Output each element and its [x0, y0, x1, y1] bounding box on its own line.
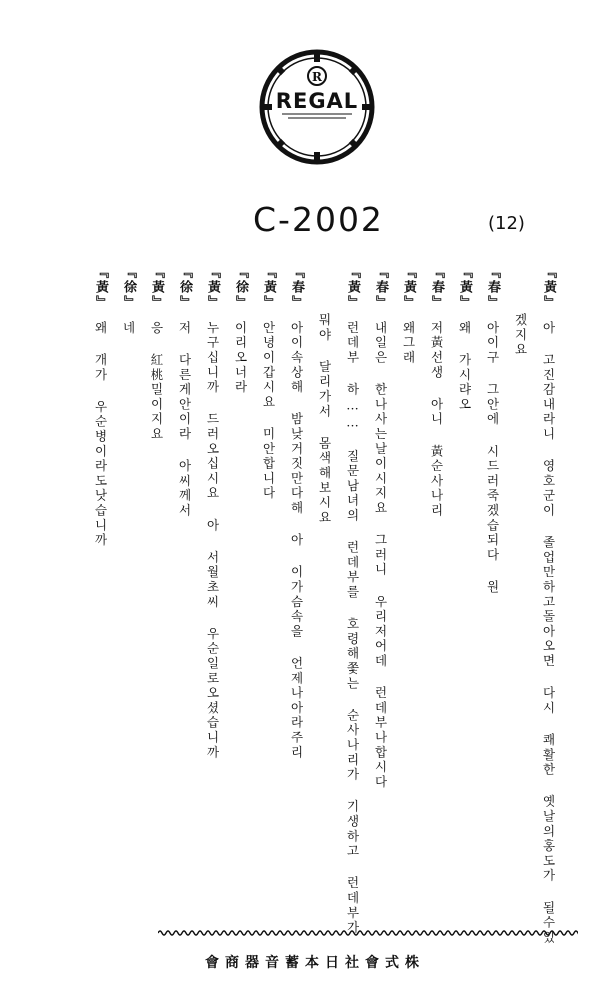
- script-line: [508, 265, 532, 357]
- dialogue-text: 누구십니까 드러오십시요 아 서월초씨 우순일로오셨습니까: [205, 320, 220, 761]
- script-line: [88, 265, 112, 548]
- speaker-tag: 『春』: [429, 265, 444, 311]
- script-line: [172, 265, 196, 518]
- speaker-tag: 『春』: [289, 265, 304, 311]
- speaker-tag: 『黃』: [93, 265, 108, 311]
- publisher-footer: 會商器音蓄本日社會式株: [205, 955, 425, 971]
- speaker-tag: 『春』: [485, 265, 500, 311]
- dialogue-text: 런데부 하…… 질문남녀의 런데부를 호령해쫓는 순사나리가 기생하고 런데부가: [345, 320, 360, 936]
- script-line: [144, 265, 168, 442]
- script-line: [284, 265, 308, 760]
- script-line: [200, 265, 224, 760]
- speaker-tag: 『春』: [373, 265, 388, 311]
- dialogue-text: 네: [121, 320, 136, 336]
- speaker-tag: 『徐』: [121, 265, 136, 311]
- dialogue-text: 저 다른게안이라 아씨께서: [177, 320, 192, 519]
- dialogue-text: 아이속상해 밤낮거짓만다해 아 이가슴속을 언제나아라주리: [289, 320, 304, 761]
- dialogue-text: 뭐야 달리가서 몸색해보시요: [317, 313, 332, 526]
- speaker-tag: 『黃』: [541, 265, 556, 311]
- wavy-divider: [158, 928, 578, 938]
- script-line: [340, 265, 364, 935]
- speaker-tag: 『黃』: [205, 265, 220, 311]
- script-line: [312, 265, 336, 525]
- script-line: [424, 265, 448, 518]
- script-line: [116, 265, 140, 336]
- dialogue-text: 왜 가시랴오: [457, 320, 472, 413]
- speaker-tag: 『黃』: [401, 265, 416, 311]
- dialogue-text: 아 고진감내라니 영호군이 졸업만하고돌아오면 다시 쾌활한 옛날의홍도가 될수있: [541, 320, 556, 946]
- regal-logo: [258, 48, 376, 166]
- speaker-tag: 『黃』: [261, 265, 276, 311]
- script-line: [536, 265, 560, 945]
- dialogue-text: 왜 개가 우순병이라도낫습니까: [93, 320, 108, 548]
- catalog-number: C-2002: [253, 200, 384, 239]
- script-line: [256, 265, 280, 501]
- logo-emblem: R: [312, 70, 322, 84]
- speaker-tag: 『黃』: [345, 265, 360, 311]
- script-line: [480, 265, 504, 595]
- speaker-tag: 『黃』: [149, 265, 164, 311]
- dialogue-text: 내일은 한나사는날이시지요 그러니 우리저어데 런데부나합시다: [373, 320, 388, 790]
- speaker-tag: 『徐』: [177, 265, 192, 311]
- dialogue-text: 저黃선생 아니 黃순사나리: [429, 320, 444, 519]
- dialogue-text: 왜그래: [401, 320, 416, 366]
- dialogue-text: 이리오너라: [233, 320, 248, 395]
- dialogue-text: 응 紅桃밀이지요: [149, 320, 164, 442]
- speaker-tag: 『黃』: [457, 265, 472, 311]
- dialogue-text: 겠지요: [513, 313, 528, 358]
- script-line: [396, 265, 420, 365]
- script-line: [368, 265, 392, 790]
- speaker-tag: 『徐』: [233, 265, 248, 311]
- page-number: (12): [488, 213, 525, 234]
- logo-brand: REGAL: [275, 89, 359, 113]
- script-line: [228, 265, 252, 395]
- dialogue-text: 안녕이갑시요 미안합니다: [261, 320, 276, 502]
- dialogue-text: 아이구 그안에 시드러죽겠습되다 원: [485, 320, 500, 595]
- script-line: [452, 265, 476, 412]
